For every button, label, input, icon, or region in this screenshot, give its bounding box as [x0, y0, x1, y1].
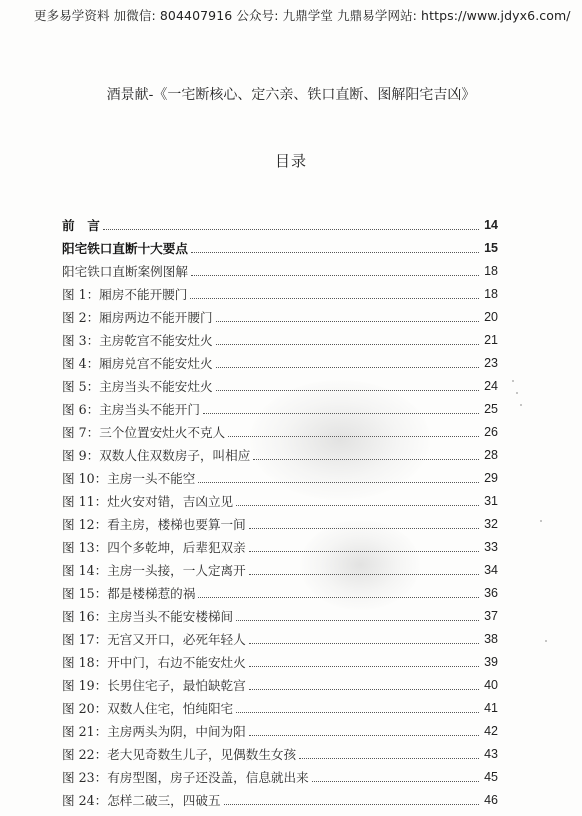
toc-page-number: 18	[484, 287, 498, 301]
toc-row	[62, 785, 498, 808]
toc-dot-leader	[299, 757, 479, 759]
book-title: 酒景献-《一宅断核心、定六亲、铁口直断、图解阳宅吉凶》	[106, 87, 476, 103]
toc-row	[62, 647, 498, 670]
toc-entry-label: 图 13：四个多乾坤，后辈犯双亲	[62, 540, 246, 555]
toc-entry-label: 图 3：主房乾宫不能安灶火	[62, 333, 213, 348]
toc-row	[62, 762, 498, 785]
toc-page-number: 32	[484, 517, 498, 531]
toc-entry-label: 图 1：厢房不能开腰门	[62, 287, 188, 302]
toc-dot-leader	[216, 366, 479, 368]
toc-row	[62, 417, 498, 440]
table-of-contents	[62, 210, 498, 808]
toc-row	[62, 601, 498, 624]
toc-dot-leader	[312, 780, 479, 782]
toc-page-number: 26	[484, 425, 498, 439]
toc-page-number: 29	[484, 471, 498, 485]
toc-page-number: 15	[484, 241, 498, 255]
toc-page-number: 24	[484, 379, 498, 393]
toc-entry-label: 图 20：双数人住宅，怕纯阳宅	[62, 701, 234, 716]
toc-page-number: 33	[484, 540, 498, 554]
toc-dot-leader	[253, 458, 479, 460]
toc-row	[62, 325, 498, 348]
toc-row	[62, 716, 498, 739]
toc-heading: 目录	[274, 152, 307, 170]
toc-page-number: 14	[484, 218, 498, 232]
scan-speck	[512, 380, 514, 382]
toc-dot-leader	[198, 481, 479, 483]
toc-row	[62, 371, 498, 394]
toc-entry-label: 图 12：看主房，楼梯也要算一间	[62, 517, 246, 532]
toc-row	[62, 578, 498, 601]
toc-entry-label: 图 6：主房当头不能开门	[62, 402, 200, 417]
toc-page-number: 20	[484, 310, 498, 324]
toc-entry-label: 图 18：开中门，右边不能安灶火	[62, 655, 246, 670]
toc-entry-label: 阳宅铁口直断十大要点	[62, 241, 188, 256]
toc-page-number: 23	[484, 356, 498, 370]
toc-entry-label: 前 言	[62, 218, 100, 233]
scan-speck	[545, 640, 547, 642]
toc-row	[62, 348, 498, 371]
toc-row	[62, 440, 498, 463]
toc-row	[62, 555, 498, 578]
toc-dot-leader	[228, 435, 479, 437]
toc-row	[62, 532, 498, 555]
toc-entry-label: 图 4：厢房兑宫不能安灶火	[62, 356, 213, 371]
toc-dot-leader	[236, 619, 479, 621]
toc-row	[62, 394, 498, 417]
toc-dot-leader	[236, 711, 479, 713]
toc-row	[62, 302, 498, 325]
toc-page-number: 42	[484, 724, 498, 738]
toc-page-number: 25	[484, 402, 498, 416]
toc-dot-leader	[216, 389, 479, 391]
toc-row	[62, 693, 498, 716]
toc-page-number: 34	[484, 563, 498, 577]
toc-entry-label: 图 11：灶火安对错，吉凶立见	[62, 494, 234, 509]
toc-dot-leader	[198, 596, 479, 598]
toc-entry-label: 图 21：主房两头为阴，中间为阳	[62, 724, 246, 739]
toc-entry-label: 图 24：怎样二破三，四破五	[62, 793, 221, 808]
toc-dot-leader	[249, 665, 479, 667]
toc-dot-leader	[249, 734, 479, 736]
toc-page-number: 40	[484, 678, 498, 692]
toc-page-number: 18	[484, 264, 498, 278]
toc-row	[62, 670, 498, 693]
toc-page-number: 39	[484, 655, 498, 669]
toc-dot-leader	[236, 504, 479, 506]
toc-dot-leader	[249, 527, 479, 529]
toc-dot-leader	[191, 274, 479, 276]
toc-row	[62, 509, 498, 532]
scan-speck	[516, 392, 518, 394]
toc-dot-leader	[190, 297, 479, 299]
toc-entry-label: 图 5：主房当头不能安灶火	[62, 379, 213, 394]
toc-dot-leader	[191, 251, 479, 253]
toc-row	[62, 233, 498, 256]
toc-dot-leader	[249, 642, 479, 644]
toc-row	[62, 279, 498, 302]
toc-page-number: 37	[484, 609, 498, 623]
toc-entry-label: 图 19：长男住宅子，最怕缺乾宫	[62, 678, 246, 693]
toc-row	[62, 256, 498, 279]
toc-page-number: 43	[484, 747, 498, 761]
toc-dot-leader	[249, 550, 479, 552]
scan-speck	[540, 520, 542, 522]
toc-entry-label: 阳宅铁口直断案例图解	[62, 264, 188, 279]
toc-page-number: 38	[484, 632, 498, 646]
toc-dot-leader	[216, 320, 479, 322]
toc-dot-leader	[203, 412, 479, 414]
toc-entry-label: 图 10：主房一头不能空	[62, 471, 196, 486]
toc-page-number: 28	[484, 448, 498, 462]
toc-page-number: 41	[484, 701, 498, 715]
toc-dot-leader	[249, 688, 479, 690]
toc-row	[62, 463, 498, 486]
toc-row	[62, 739, 498, 762]
top-banner: 更多易学资料 加微信: 804407916 公众号: 九鼎学堂 九鼎易学网站: https://www.jdyx6.com/	[34, 8, 571, 23]
toc-entry-label: 图 22：老大见奇数生儿子，见偶数生女孩	[62, 747, 297, 762]
toc-page-number: 45	[484, 770, 498, 784]
toc-entry-label: 图 2：厢房两边不能开腰门	[62, 310, 213, 325]
toc-page-number: 21	[484, 333, 498, 347]
toc-dot-leader	[103, 228, 479, 230]
scan-speck	[520, 404, 522, 406]
toc-dot-leader	[249, 573, 479, 575]
toc-entry-label: 图 14：主房一头接，一人定离开	[62, 563, 246, 578]
toc-entry-label: 图 9：双数人住双数房子，叫相应	[62, 448, 251, 463]
toc-entry-label: 图 16：主房当头不能安楼梯间	[62, 609, 234, 624]
toc-dot-leader	[224, 803, 479, 805]
toc-entry-label: 图 7：三个位置安灶火不克人	[62, 425, 226, 440]
toc-entry-label: 图 15：都是楼梯惹的祸	[62, 586, 196, 601]
toc-dot-leader	[216, 343, 479, 345]
toc-page-number: 36	[484, 586, 498, 600]
toc-row	[62, 624, 498, 647]
toc-page-number: 31	[484, 494, 498, 508]
toc-entry-label: 图 23：有房型图，房子还没盖，信息就出来	[62, 770, 309, 785]
toc-row	[62, 486, 498, 509]
toc-row	[62, 210, 498, 233]
toc-entry-label: 图 17：无宫又开口，必死年轻人	[62, 632, 246, 647]
toc-page-number: 46	[484, 793, 498, 807]
